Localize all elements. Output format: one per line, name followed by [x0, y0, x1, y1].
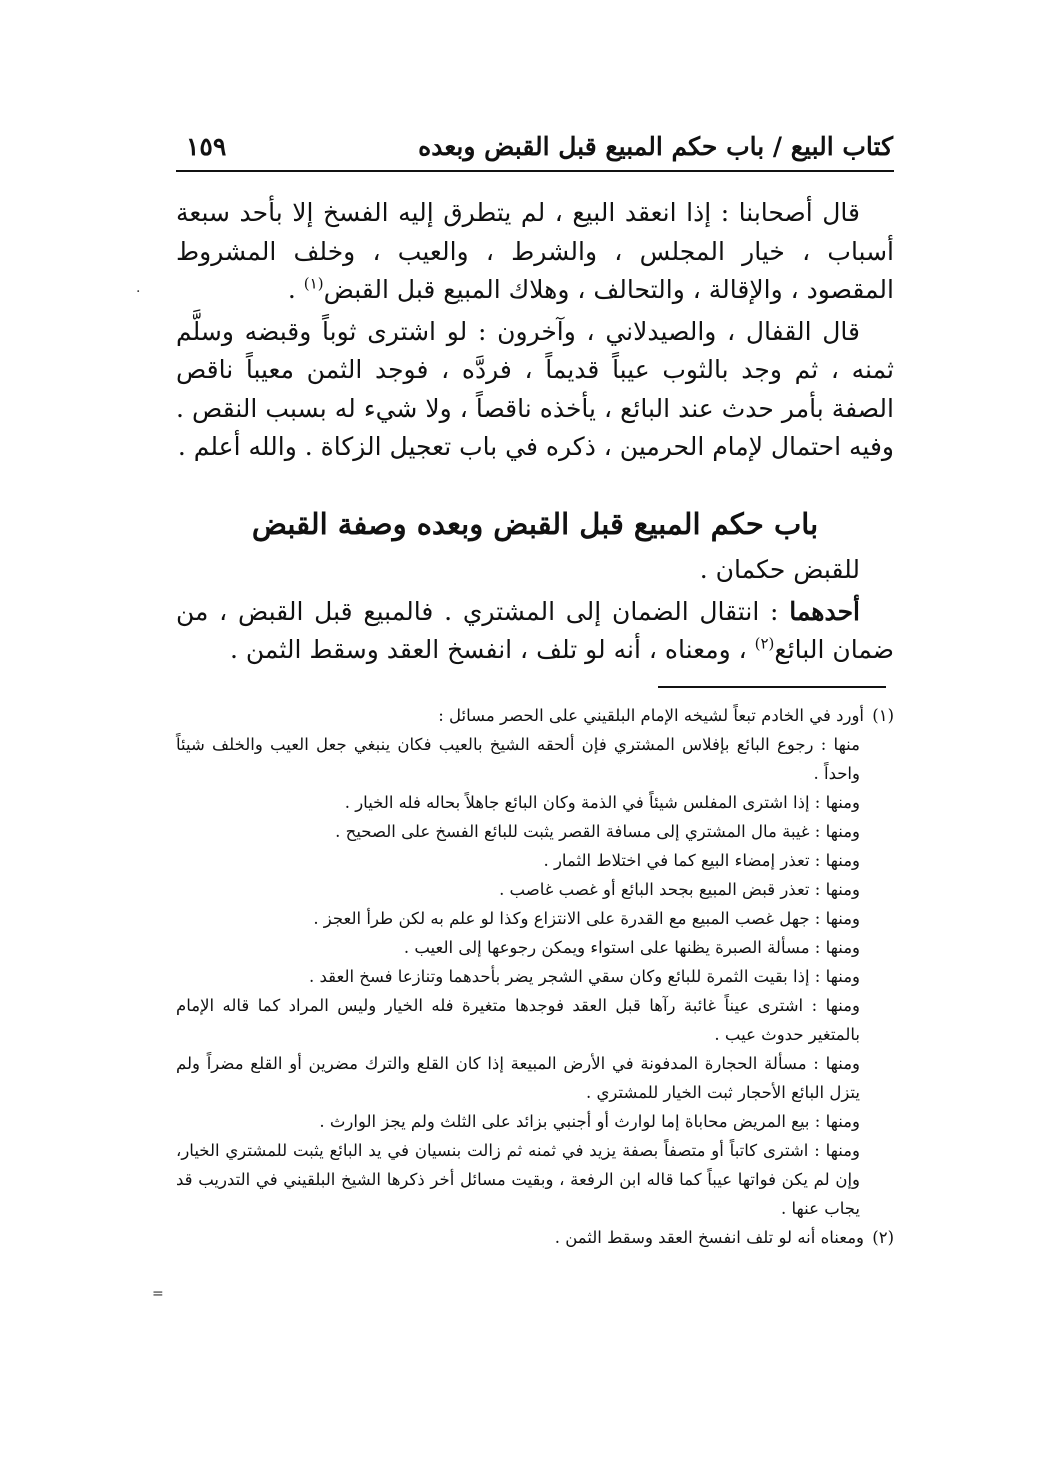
- header-rule: [176, 170, 894, 172]
- footnote-2-text: ومعناه أنه لو تلف انفسخ العقد وسقط الثمن .: [554, 1228, 864, 1247]
- footnote-1-item: ومنها : مسألة الصبرة يظنها على استواء ويمكن رجوعها إلى العيب .: [403, 938, 860, 957]
- footnote-1-item: ومنها : اشترى كاتباً أو متصفاً بصفة يزيد في ثمنه ثم زالت بنسيان في يد البائع يثبت للمشتري الخيار، وإن لم يكن فواتها عيباً كما قاله ابن الرفعة ، وبقيت مسائل أخر ذكرها الشيخ البلقيني في التدريب قد يجاب عنها .: [176, 1141, 860, 1218]
- footnote-1-item: ومنها : جهل غصب المبيع مع القدرة على الانتزاع وكذا لو علم به لكن طرأ العجز .: [313, 909, 860, 928]
- section-paragraph-1: للقبض حكمان .: [699, 555, 860, 584]
- paragraph-1-end: .: [287, 275, 304, 304]
- footnotes: [176, 701, 894, 1252]
- footnote-ref-1[interactable]: (١): [303, 274, 324, 293]
- footnote-1-item: ومنها : إذا اشترى المفلس شيئاً في الذمة وكان البائع جاهلاً بحاله فله الخيار .: [344, 793, 860, 812]
- margin-dot: ·: [136, 284, 141, 300]
- footnote-1-item: ومنها : اشترى عيناً غائبة رآها قبل العقد فوجدها متغيرة فله الخيار وليس المراد كما قاله الإمام بالمتغير حدوث عيب .: [176, 996, 860, 1044]
- section-paragraph-2-text-a: : انتقال الضمان إلى المشتري . فالمبيع قبل القبض ، من ضمان البائع: [176, 596, 894, 664]
- footnote-1-item: منها : رجوع البائع بإفلاس المشتري فإن ألحقه الشيخ بالعيب فكان ينبغي جعل العيب والخلف شيئاً واحداً .: [176, 735, 860, 783]
- page-number: ١٥٩: [186, 132, 227, 161]
- footnote-1-item: ومنها : تعذر إمضاء البيع كما في اختلاط الثمار .: [543, 851, 860, 870]
- section-paragraph-2: [176, 593, 894, 670]
- footnote-2-number: (٢): [872, 1228, 894, 1247]
- page-header: [178, 128, 893, 172]
- footnote-1-item: ومنها : إذا بقيت الثمرة للبائع وكان سقي الشجر يضر بأحدهما وتنازعا فسخ العقد .: [308, 967, 860, 986]
- section-heading: باب حكم المبيع قبل القبض وبعده وصفة القبض: [251, 507, 819, 541]
- footnote-1-item: ومنها : تعذر قبض المبيع بجحد البائع أو غصب غاصب .: [499, 880, 860, 899]
- main-text: [176, 194, 894, 467]
- footnote-1-item: ومنها : بيع المريض محاباة إما لوارث أو أجنبي بزائد على الثلث ولم يجز الوارث .: [319, 1112, 860, 1131]
- running-title: كتاب البيع / باب حكم المبيع قبل القبض وبعده: [418, 132, 893, 161]
- footnote-1-intro: [176, 701, 894, 730]
- footnote-2: [176, 1223, 894, 1252]
- footnote-separator: [658, 686, 886, 688]
- footnote-1-number: (١): [872, 706, 894, 725]
- paragraph-1-text: قال أصحابنا : إذا انعقد البيع ، لم يتطرق إليه الفسخ إلا بأحد سبعة أسباب ، خيار المجلس ، والشرط ، والعيب ، وخلف المشروط المقصود ، والإقالة ، والتحالف ، وهلاك المبيع قبل القبض: [176, 198, 894, 304]
- footnote-1-item: ومنها : غيبة مال المشتري إلى مسافة القصر يثبت للبائع الفسخ على الصحيح .: [335, 822, 860, 841]
- footnote-1-item: ومنها : مسألة الحجارة المدفونة في الأرض المبيعة إذا كان القلع والترك مضرين أو القلع مضراً ولم يتزل البائع الأحجار ثبت الخيار للمشتري .: [176, 1054, 860, 1102]
- margin-equals-mark: =: [152, 1286, 164, 1302]
- footnote-1-intro-text: أورد في الخادم تبعاً لشيخه الإمام البلقيني على الحصر مسائل :: [438, 706, 864, 725]
- section-paragraph-2-lead: أحدهما: [789, 596, 860, 626]
- section-paragraph-2-text-b: ، ومعناه ، أنه لو تلف ، انفسخ العقد وسقط الثمن .: [230, 635, 755, 664]
- section-text: [176, 551, 894, 670]
- paragraph-2: قال القفال ، والصيدلاني ، وآخرون : لو اشترى ثوباً وقبضه وسلَّم ثمنه ، ثم وجد بالثوب عيباً قديماً ، فردَّه ، فوجد الثمن معيباً ناقص الصفة بأمر حدث عند البائع ، يأخذه ناقصاً ، ولا شيء له بسبب النقص . وفيه احتمال لإمام الحرمين ، ذكره في باب تعجيل الزكاة . والله أعلم .: [176, 316, 894, 461]
- paragraph-1: [176, 194, 894, 310]
- footnote-ref-2[interactable]: (٢): [754, 634, 775, 653]
